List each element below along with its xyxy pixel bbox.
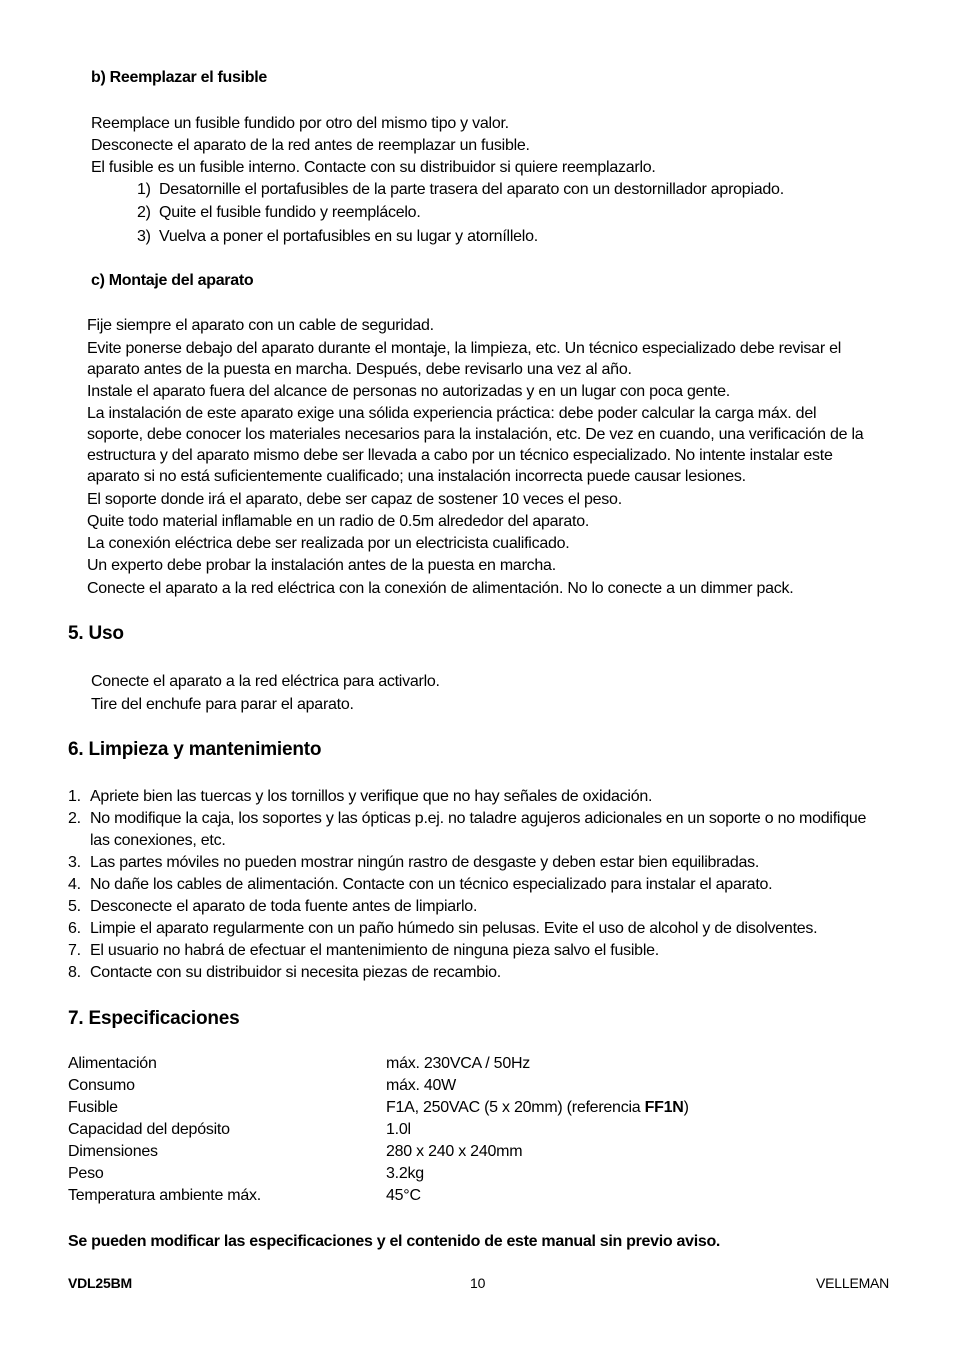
spec-label: Capacidad del depósito	[68, 1121, 230, 1138]
section-7-heading: 7. Especificaciones	[68, 1008, 240, 1029]
list-item-number: 2.	[68, 810, 81, 827]
list-item-text: No dañe los cables de alimentación. Contacte con un técnico especializado para instalar el aparato.	[90, 876, 773, 893]
section-6-heading: 6. Limpieza y mantenimiento	[68, 739, 322, 760]
section-c-para-8	[87, 555, 556, 576]
spec-label: Peso	[68, 1165, 104, 1182]
list-item	[68, 940, 866, 962]
list-item	[68, 852, 866, 874]
list-item-number: 4.	[68, 876, 81, 893]
footer-brand: VELLEMAN	[816, 1275, 890, 1291]
section-c-para-2-line-1: Evite ponerse debajo del aparato durante el montaje, la limpieza, etc. Un técnico especializado debe revisar el	[87, 340, 842, 357]
spec-value: máx. 40W	[386, 1077, 457, 1094]
list-item-number: 1.	[68, 788, 81, 805]
section-5-line-1: Conecte el aparato a la red eléctrica para activarlo.	[91, 673, 440, 690]
section-c-para-5-line-1: El soporte donde irá el aparato, debe ser capaz de sostener 10 veces el peso.	[87, 491, 622, 508]
section-c-para-4-line-1: La instalación de este aparato exige una sólida experiencia práctica: debe poder calcular la carga máx. del	[87, 405, 817, 422]
section-c-para-1-line-1: Fije siempre el aparato con un cable de seguridad.	[87, 317, 434, 334]
spec-label: Fusible	[68, 1099, 118, 1116]
section-c-para-8-line-1: Un experto debe probar la instalación antes de la puesta en marcha.	[87, 557, 556, 574]
section-b-intro-3: El fusible es un fusible interno. Contacte con su distribuidor si quiere reemplazarlo.	[91, 159, 656, 176]
spec-value: 45°C	[386, 1187, 421, 1204]
section-c-heading: c) Montaje del aparato	[91, 272, 254, 289]
list-item	[68, 808, 866, 852]
list-item-number: 6.	[68, 920, 81, 937]
section-c-para-4-line-4: aparato si no está suficientemente cualificado; una instalación incorrecta puede causar lesiones.	[87, 468, 746, 485]
footer-page-number: 10	[470, 1275, 486, 1291]
section-c-para-6-line-1: Quite todo material inflamable en un radio de 0.5m alrededor del aparato.	[87, 513, 590, 530]
section-c-para-4	[87, 403, 863, 487]
section-c-para-7-line-1: La conexión eléctrica debe ser realizada por un electricista cualificado.	[87, 535, 570, 552]
spec-value: 3.2kg	[386, 1165, 424, 1182]
list-item-number: 8.	[68, 964, 81, 981]
section-5-heading: 5. Uso	[68, 623, 124, 644]
spec-value: 280 x 240 x 240mm	[386, 1143, 523, 1160]
spec-value: F1A, 250VAC (5 x 20mm) (referencia	[386, 1099, 645, 1116]
specifications-notice: Se pueden modificar las especificaciones y el contenido de este manual sin previo aviso.	[68, 1233, 721, 1250]
section-c-para-9	[87, 578, 793, 599]
spec-value-fuse	[386, 1099, 689, 1117]
section-c-para-6	[87, 511, 589, 532]
list-item	[68, 786, 866, 808]
section-c-para-2	[87, 338, 841, 380]
spec-label: Alimentación	[68, 1055, 157, 1072]
section-c-para-1	[87, 315, 434, 336]
section-c-para-5	[87, 489, 622, 510]
list-item-number: 5.	[68, 898, 81, 915]
section-b-step-2-text: Quite el fusible fundido y reemplácelo.	[159, 204, 421, 221]
spec-label: Temperatura ambiente máx.	[68, 1187, 261, 1204]
section-b-heading: b) Reemplazar el fusible	[91, 69, 267, 86]
section-b-step-1-text: Desatornille el portafusibles de la parte trasera del aparato con un destornillador apropiado.	[159, 181, 784, 198]
list-item-number: 3.	[68, 854, 81, 871]
section-b-step-3-text: Vuelva a poner el portafusibles en su lugar y atorníllelo.	[159, 228, 538, 245]
list-item-text: No modifique la caja, los soportes y las ópticas p.ej. no taladre agujeros adicionales en un soporte o no modifique	[90, 810, 867, 827]
spec-value-closing: )	[683, 1099, 689, 1116]
list-item-text: Limpie el aparato regularmente con un paño húmedo sin pelusas. Evite el uso de alcohol y de disolventes.	[90, 920, 818, 937]
list-item	[68, 874, 866, 896]
list-item	[68, 896, 866, 918]
spec-value: 1.0l	[386, 1121, 411, 1138]
spec-label: Dimensiones	[68, 1143, 158, 1160]
section-c-para-3-line-1: Instale el aparato fuera del alcance de personas no autorizadas y en un lugar con poca gente.	[87, 383, 730, 400]
section-b-step-2-num: 2)	[137, 204, 151, 221]
list-item	[68, 962, 866, 984]
fuse-reference: FF1N	[644, 1099, 684, 1116]
list-item-number: 7.	[68, 942, 81, 959]
spec-value: máx. 230VCA / 50Hz	[386, 1055, 531, 1072]
list-item-text: Contacte con su distribuidor si necesita piezas de recambio.	[90, 964, 501, 981]
spec-label: Consumo	[68, 1077, 135, 1094]
section-b-step-1-num: 1)	[137, 181, 151, 198]
list-item-text: El usuario no habrá de efectuar el mantenimiento de ninguna pieza salvo el fusible.	[90, 942, 659, 959]
maintenance-list	[68, 786, 866, 984]
section-c-para-9-line-1: Conecte el aparato a la red eléctrica con la conexión de alimentación. No lo conecte a un dimmer pack.	[87, 580, 794, 597]
section-c-para-2-line-2: aparato antes de la puesta en marcha. Después, debe revisarlo una vez al año.	[87, 361, 632, 378]
section-5-line-2: Tire del enchufe para parar el aparato.	[91, 696, 354, 713]
section-c-para-4-line-2: soporte, debe conocer los materiales necesarios para la instalación, etc. De vez en cuando, una verificación de la	[87, 426, 864, 443]
list-item-text-continued: las conexiones, etc.	[90, 832, 226, 849]
section-c-para-7	[87, 533, 569, 554]
footer-model: VDL25BM	[68, 1275, 132, 1291]
list-item-text: Desconecte el aparato de toda fuente antes de limpiarlo.	[90, 898, 478, 915]
list-item-text: Las partes móviles no pueden mostrar ningún rastro de desgaste y deben estar bien equilibradas.	[90, 854, 760, 871]
list-item	[68, 918, 866, 940]
section-b-intro-2: Desconecte el aparato de la red antes de reemplazar un fusible.	[91, 137, 530, 154]
section-c-para-3	[87, 381, 730, 402]
section-b-intro-1: Reemplace un fusible fundido por otro del mismo tipo y valor.	[91, 115, 509, 132]
section-c-para-4-line-3: estructura y del aparato mismo debe ser llevada a cabo por un técnico especializado. No intente instalar este	[87, 447, 833, 464]
list-item-text: Apriete bien las tuercas y los tornillos y verifique que no hay señales de oxidación.	[90, 788, 653, 805]
section-b-step-3-num: 3)	[137, 228, 151, 245]
